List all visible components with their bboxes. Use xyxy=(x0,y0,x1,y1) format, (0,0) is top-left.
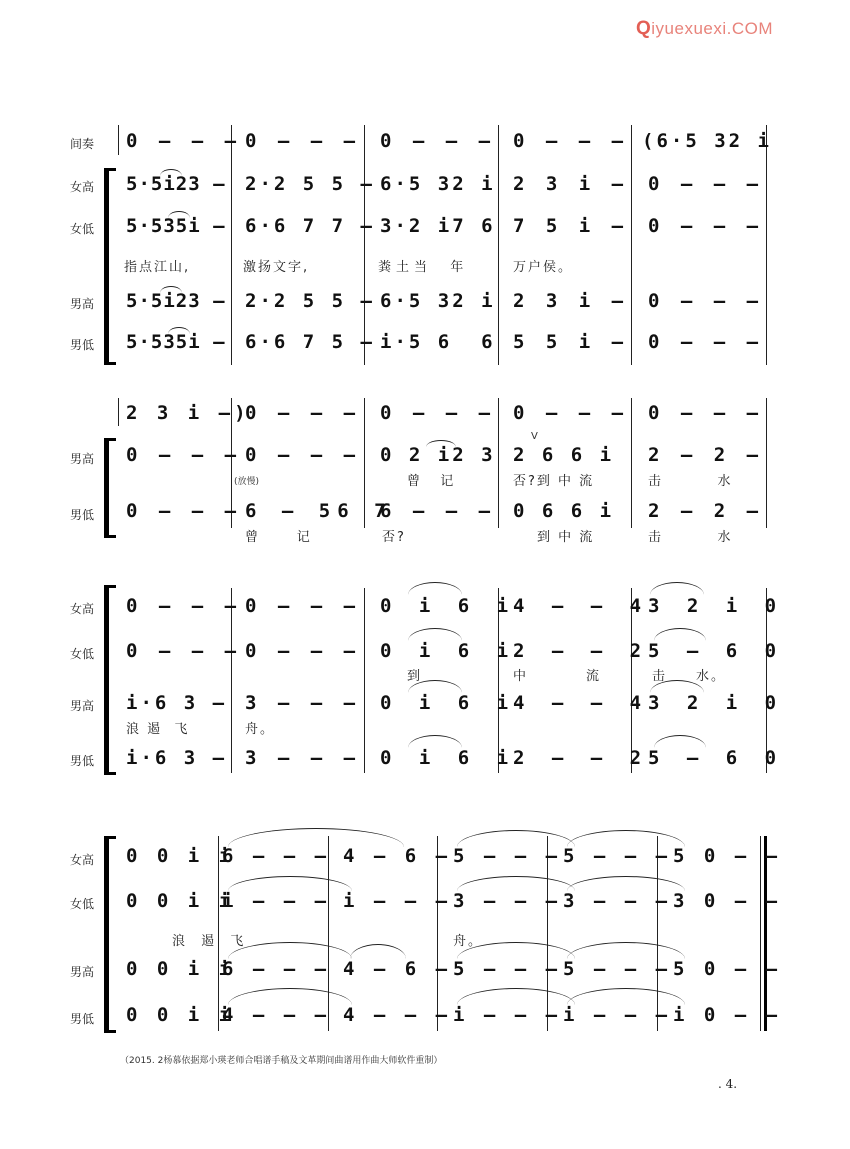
slur xyxy=(160,286,182,293)
measure: 0 – – – xyxy=(126,595,242,617)
lyric: 激扬文字, xyxy=(243,260,310,275)
measure: 3 – – – xyxy=(245,747,361,769)
measure: 6 – – – xyxy=(222,958,331,980)
measure: 0 6 6 i xyxy=(513,500,615,522)
measure: (6·5 32 i xyxy=(642,130,772,152)
measure: 2·2 5 5 – xyxy=(245,290,375,312)
lyric: 浪 遏 飞 xyxy=(172,934,250,949)
measure: 3·2 i7 6 xyxy=(380,215,496,237)
system-brace xyxy=(104,168,109,365)
measure: 5·5i23 – xyxy=(126,173,226,195)
measure: 5 – – – xyxy=(453,845,562,867)
slur xyxy=(426,440,456,447)
label-alto: 女低 xyxy=(70,222,95,236)
barline xyxy=(364,588,365,773)
measure: 0 i 6 i xyxy=(380,640,517,662)
slur xyxy=(567,942,685,959)
slur xyxy=(457,988,575,1005)
measure: 0 – – – xyxy=(380,402,496,424)
measure: 0 i 6 i xyxy=(380,692,517,714)
measure: 0 – – – xyxy=(648,173,764,195)
label-tenor: 男高 xyxy=(70,699,95,713)
slur xyxy=(160,169,182,176)
tempo-marking: (放慢) xyxy=(234,477,260,487)
slur xyxy=(350,944,406,959)
label-bass: 男低 xyxy=(70,754,95,768)
slur xyxy=(168,211,190,218)
measure: 2 3 i – xyxy=(513,173,629,195)
measure: i 0 – – xyxy=(673,1004,782,1026)
measure: 0 – – – xyxy=(245,402,361,424)
measure: 4 – 6 – xyxy=(343,845,452,867)
barline xyxy=(231,125,232,365)
lyric: 击 水 xyxy=(648,474,739,489)
lyric: 否?到 中 流 xyxy=(513,474,595,489)
slur xyxy=(650,582,704,595)
measure: 6·6 7 7 – xyxy=(245,215,375,237)
measure: 0 – – – xyxy=(245,595,361,617)
measure: 0 – – – xyxy=(648,290,764,312)
lyric: 舟。 xyxy=(453,934,484,949)
measure: 2 3 i –) xyxy=(126,402,250,424)
measure: 5 5 i – xyxy=(513,331,629,353)
measure: 6 – – – xyxy=(222,845,331,867)
page-number: . 4. xyxy=(718,1077,738,1091)
measure: 2 – – 2 xyxy=(513,747,650,769)
measure: 0 – – – xyxy=(126,640,242,662)
lyric: 曾 记 xyxy=(245,530,312,545)
lyric: 浪 遏 飞 xyxy=(126,722,190,737)
measure: 0 0 i i xyxy=(126,845,235,867)
bar-start-interlude xyxy=(118,125,119,155)
measure: 4 – – 4 xyxy=(513,595,650,617)
label-bass: 男低 xyxy=(70,1012,95,1026)
system-brace xyxy=(104,438,109,538)
lyric: 否? xyxy=(382,530,406,545)
measure: 0 – – – xyxy=(126,130,242,152)
measure: 2·2 5 5 – xyxy=(245,173,375,195)
label-sop: 女高 xyxy=(70,602,95,616)
measure: 4 – – – xyxy=(343,1004,452,1026)
slur xyxy=(567,876,685,891)
site-watermark: Qiyuexuexi.COM xyxy=(636,18,774,39)
lyric: 指点江山, xyxy=(124,260,191,275)
measure: 0 i 6 i xyxy=(380,595,517,617)
measure: 0 – – – xyxy=(380,130,496,152)
measure: 2 3 i – xyxy=(513,290,629,312)
slur xyxy=(654,628,706,641)
label-tenor: 男高 xyxy=(70,297,95,311)
lyric: 流 xyxy=(586,669,602,684)
measure: 0 – – – xyxy=(245,444,361,466)
lyric: 曾 记 xyxy=(407,474,458,489)
measure: 0 0 i i xyxy=(126,958,235,980)
barline xyxy=(766,125,767,365)
score-credit: （2015. 2杨慕依据郑小瑛老师合唱谱手稿及文革期间曲谱用作曲大师软件重制） xyxy=(120,1056,443,1066)
label-bass: 男低 xyxy=(70,338,95,352)
measure: 2 – 2 – xyxy=(648,500,764,522)
label-tenor: 男高 xyxy=(70,452,95,466)
measure: 0 – – – xyxy=(245,640,361,662)
measure: 6 – – – xyxy=(380,500,496,522)
breath-mark: V xyxy=(531,431,538,442)
measure: 0 – – – xyxy=(513,402,629,424)
slur xyxy=(567,830,685,847)
barline xyxy=(498,398,499,528)
barline xyxy=(631,125,632,365)
lyric: 到 中 流 xyxy=(537,530,595,545)
label-bass: 男低 xyxy=(70,508,95,522)
bar-start xyxy=(118,398,119,426)
slur xyxy=(457,876,575,891)
measure: 3 0 – – xyxy=(673,890,782,912)
measure: 3 – – – xyxy=(563,890,672,912)
measure: 2 – – 2 xyxy=(513,640,650,662)
measure: 4 – – – xyxy=(222,1004,331,1026)
measure: i·5 6 6 xyxy=(380,331,496,353)
lyric: 万户侯。 xyxy=(513,260,574,275)
measure: 5·535i – xyxy=(126,215,226,237)
measure: 0 – – – xyxy=(648,215,764,237)
measure: 5 – – – xyxy=(563,958,672,980)
slur xyxy=(228,876,352,891)
measure: 0 0 i i xyxy=(126,890,235,912)
slur xyxy=(168,327,190,334)
measure: 0 0 i i xyxy=(126,1004,235,1026)
system-brace xyxy=(104,585,109,775)
measure: i – – – xyxy=(563,1004,672,1026)
lyric: 舟。 xyxy=(245,722,276,737)
measure: 5 0 – – xyxy=(673,845,782,867)
measure: 3 2 i 0 xyxy=(648,595,785,617)
measure: 5 – 6 0 xyxy=(648,747,785,769)
label-sop: 女高 xyxy=(70,180,95,194)
measure: 0 – – – xyxy=(126,500,242,522)
measure: 0 – – – xyxy=(513,130,629,152)
measure: 2 – 2 – xyxy=(648,444,764,466)
measure: 4 – 6 – xyxy=(343,958,452,980)
lyric: 水。 xyxy=(696,669,727,684)
measure: i·6 3 – xyxy=(126,692,228,714)
barline xyxy=(364,125,365,365)
measure: 3 2 i 0 xyxy=(648,692,785,714)
label-alto: 女低 xyxy=(70,647,95,661)
measure: 6·5 32 i xyxy=(380,173,496,195)
lyric: 中 xyxy=(513,669,529,684)
measure: 0 2 i2 3 xyxy=(380,444,496,466)
barline xyxy=(631,398,632,528)
measure: 0 – – – xyxy=(648,402,764,424)
measure: i – – – xyxy=(453,1004,562,1026)
lyric: 击 xyxy=(652,669,668,684)
lyric: 到 xyxy=(407,669,423,684)
barline xyxy=(498,125,499,365)
label-sop: 女高 xyxy=(70,853,95,867)
slur xyxy=(457,830,575,847)
slur xyxy=(408,735,462,748)
measure: 5 – 6 0 xyxy=(648,640,785,662)
lyric: 粪土当 年 xyxy=(378,260,469,275)
barline xyxy=(766,398,767,528)
measure: i – – – xyxy=(222,890,331,912)
measure: 6 – 56 7 xyxy=(245,500,393,522)
measure: 6·5 32 i xyxy=(380,290,496,312)
label-alto: 女低 xyxy=(70,897,95,911)
measure: 0 i 6 i xyxy=(380,747,517,769)
measure: 5 – – – xyxy=(453,958,562,980)
measure: 0 – – – xyxy=(245,130,361,152)
slur xyxy=(567,988,685,1005)
measure: 0 – – – xyxy=(648,331,764,353)
measure: i – – – xyxy=(343,890,452,912)
measure: 6·6 7 5 – xyxy=(245,331,375,353)
label-tenor: 男高 xyxy=(70,965,95,979)
slur xyxy=(228,828,404,847)
measure: 5 – – – xyxy=(563,845,672,867)
measure: 2 6 6 i xyxy=(513,444,615,466)
measure: 7 5 i – xyxy=(513,215,629,237)
slur xyxy=(408,582,462,595)
system-brace xyxy=(104,836,109,1033)
measure: i·6 3 – xyxy=(126,747,228,769)
slur xyxy=(408,628,462,641)
measure: 5·535i – xyxy=(126,331,226,353)
label-interlude: 间奏 xyxy=(70,137,95,151)
slur xyxy=(228,988,352,1005)
measure: 3 – – – xyxy=(245,692,361,714)
lyric: 击 水 xyxy=(648,530,739,545)
slur xyxy=(654,735,706,748)
measure: 5 0 – – xyxy=(673,958,782,980)
measure: 4 – – 4 xyxy=(513,692,650,714)
measure: 5·5i23 – xyxy=(126,290,226,312)
measure: 0 – – – xyxy=(126,444,242,466)
measure: 3 – – – xyxy=(453,890,562,912)
